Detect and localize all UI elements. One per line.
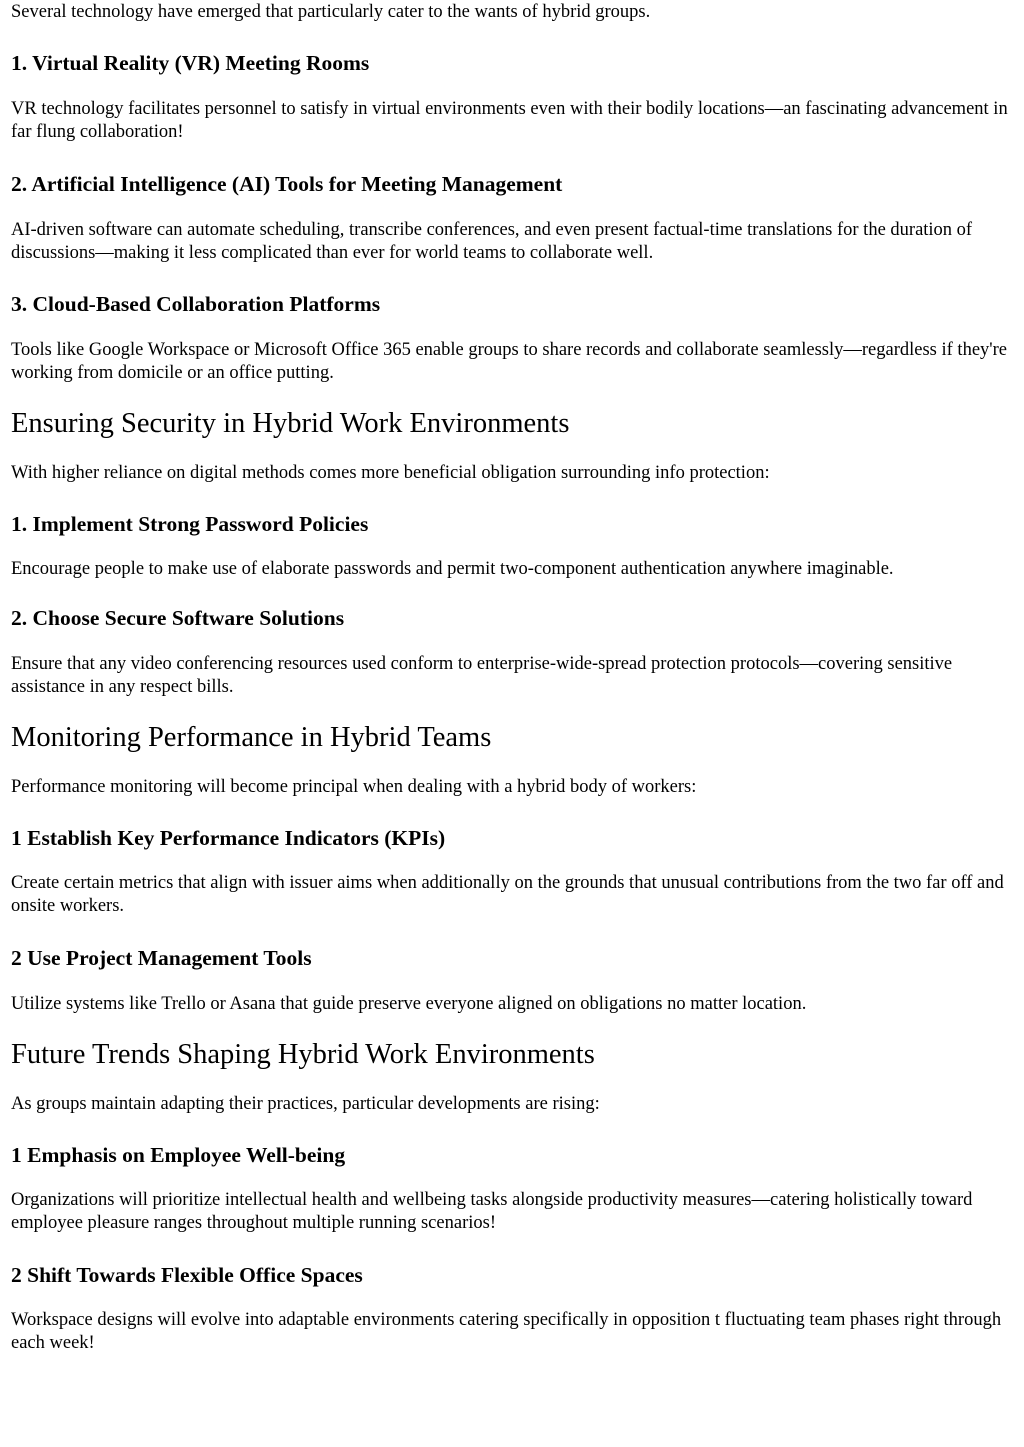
- security-intro-paragraph: With higher reliance on digital methods comes more beneficial obligation surrounding info protection:: [11, 463, 770, 483]
- security-2-heading: 2. Choose Secure Software Solutions: [11, 606, 345, 630]
- tech-2-paragraph: AI-driven software can automate scheduling, transcribe conferences, and even present factual-time translations for the duration of discussions—making it less complicated than ever for world teams to collaborate well.: [11, 220, 973, 263]
- monitoring-section-heading: Monitoring Performance in Hybrid Teams: [11, 722, 492, 753]
- tech-1-paragraph: VR technology facilitates personnel to satisfy in virtual environments even with their bodily locations—an fascinating advancement in far flung collaboration!: [11, 99, 1008, 142]
- future-intro-paragraph: As groups maintain adapting their practices, particular developments are rising:: [11, 1094, 600, 1114]
- security-section-heading: Ensuring Security in Hybrid Work Environments: [11, 408, 570, 439]
- monitoring-1-heading: 1 Establish Key Performance Indicators (KPIs): [11, 826, 446, 850]
- tech-3-heading: 3. Cloud-Based Collaboration Platforms: [11, 292, 381, 316]
- monitoring-intro-paragraph: Performance monitoring will become principal when dealing with a hybrid body of workers:: [11, 777, 697, 797]
- intro-paragraph: Several technology have emerged that particularly cater to the wants of hybrid groups.: [11, 2, 651, 22]
- future-2-paragraph: Workspace designs will evolve into adaptable environments catering specifically in opposition t fluctuating team phases right through each week!: [11, 1310, 1002, 1353]
- monitoring-2-paragraph: Utilize systems like Trello or Asana that guide preserve everyone aligned on obligations no matter location.: [11, 994, 807, 1014]
- future-2-heading: 2 Shift Towards Flexible Office Spaces: [11, 1263, 363, 1287]
- security-1-paragraph: Encourage people to make use of elaborate passwords and permit two-component authentication anywhere imaginable.: [11, 559, 894, 579]
- future-1-heading: 1 Emphasis on Employee Well-being: [11, 1143, 346, 1167]
- security-1-heading: 1. Implement Strong Password Policies: [11, 512, 369, 536]
- future-section-heading: Future Trends Shaping Hybrid Work Environments: [11, 1039, 595, 1070]
- future-1-paragraph: Organizations will prioritize intellectual health and wellbeing tasks alongside productivity measures—catering holistically toward employee pleasure ranges throughout multiple running scenarios!: [11, 1190, 973, 1233]
- tech-1-heading: 1. Virtual Reality (VR) Meeting Rooms: [11, 51, 370, 75]
- security-2-paragraph: Ensure that any video conferencing resources used conform to enterprise-wide-spread protection protocols—covering sensitive assistance in any respect bills.: [11, 654, 953, 697]
- monitoring-2-heading: 2 Use Project Management Tools: [11, 946, 312, 970]
- article-body: [0, 1, 1024, 1355]
- tech-3-paragraph: Tools like Google Workspace or Microsoft Office 365 enable groups to share records and collaborate seamlessly—regardless if they're working from domicile or an office putting.: [11, 340, 1007, 383]
- tech-2-heading: 2. Artificial Intelligence (AI) Tools for Meeting Management: [11, 172, 563, 196]
- monitoring-1-paragraph: Create certain metrics that align with issuer aims when additionally on the grounds that unusual contributions from the two far off and onsite workers.: [11, 873, 1004, 916]
